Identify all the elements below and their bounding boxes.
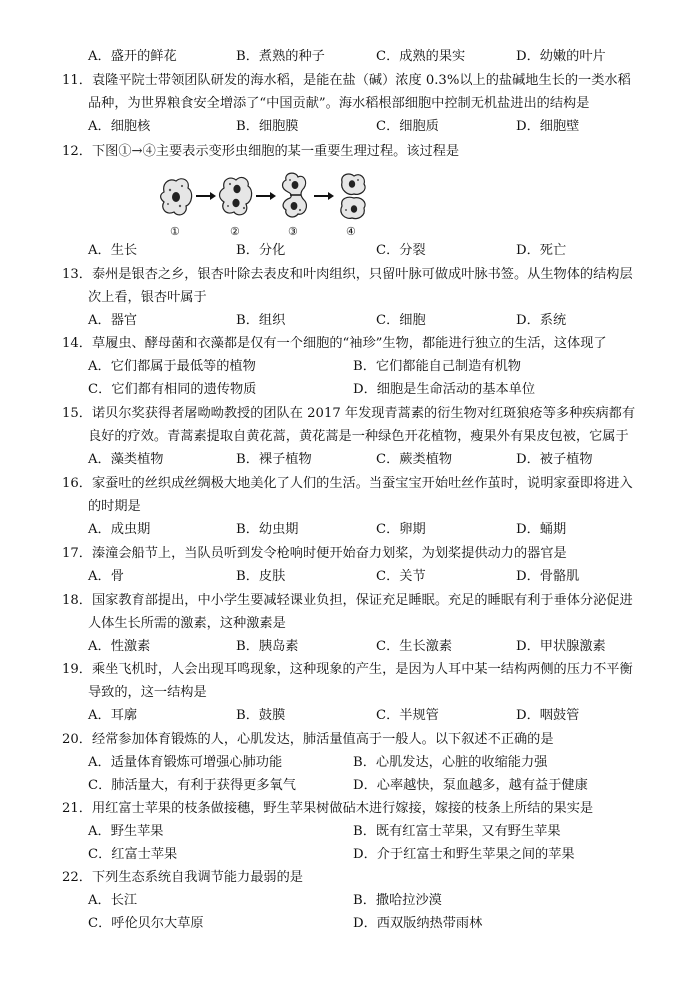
q13-options [88,312,688,330]
q16-option-c[interactable]: C．卵期 [376,522,426,537]
q14-option-c[interactable]: C．它们都有相同的遗传物质 [88,382,257,397]
q13-option-b[interactable]: B．组织 [236,313,286,328]
arrow-2 [256,192,276,200]
q12-option-b[interactable]: B．分化 [236,243,286,258]
q10-option-c[interactable]: C．成熟的果实 [376,49,466,64]
q12-option-c[interactable]: C．分裂 [376,243,426,258]
q19-stem-line1: 19．乘坐飞机时，人会出现耳鸣现象，这种现象的产生，是因为人耳中某一结构两侧的压力不平衡 [62,662,633,677]
q15-option-b[interactable]: B．裸子植物 [236,452,312,467]
q19-option-c[interactable]: C．半规管 [376,708,439,723]
q19-option-b[interactable]: B．鼓膜 [236,708,286,723]
q18-option-b[interactable]: B．胰岛素 [236,639,299,654]
q13-option-a[interactable]: A．器官 [88,313,138,328]
q11-option-b[interactable]: B．细胞膜 [236,119,299,134]
q13-option-d[interactable]: D．系统 [516,313,567,328]
q19-option-a[interactable]: A．耳廓 [88,708,138,723]
q10-option-a[interactable]: A．盛开的鲜花 [88,49,177,64]
q18-options [88,638,688,656]
q22-stem-line1: 22．下列生态系统自我调节能力最弱的是 [62,870,303,885]
q11-stem-line2: 品种，为世界粮食安全增添了“中国贡献”。海水稻根部细胞中控制无机盐进出的结构是 [88,96,590,111]
q16-stem-line1: 16．家蚕吐的丝织成丝绸极大地美化了人们的生活。当蚕宝宝开始吐丝作茧时，说明家蚕即将进入 [62,476,633,491]
q20-options-row1 [88,754,688,772]
q13-stem-line2: 次上看，银杏叶属于 [88,290,207,305]
q22-option-b[interactable]: B．撒哈拉沙漠 [353,893,442,908]
q14-options-row2 [88,381,688,399]
amoeba-stage-1 [161,179,192,215]
q20-options-row2 [88,777,688,795]
q16-option-a[interactable]: A．成虫期 [88,522,151,537]
q21-option-a[interactable]: A．野生苹果 [88,824,164,839]
q15-option-d[interactable]: D．被子植物 [516,452,593,467]
figure-label-2: ② [230,225,240,238]
q16-option-b[interactable]: B．幼虫期 [236,522,299,537]
q17-option-d[interactable]: D．骨骼肌 [516,569,580,584]
q16-option-d[interactable]: D．蛹期 [516,522,567,537]
q14-option-b[interactable]: B．它们都能自己制造有机物 [353,359,521,374]
q22-option-d[interactable]: D．西双版纳热带雨林 [353,916,483,931]
q12-option-a[interactable]: A．生长 [88,243,138,258]
q10-option-b[interactable]: B．煮熟的种子 [236,49,325,64]
q16-stem-line2: 的时期是 [88,499,141,514]
q18-option-d[interactable]: D．甲状腺激素 [516,639,606,654]
q18-stem-line1: 18．国家教育部提出，中小学生要减轻课业负担，保证充足睡眠。充足的睡眠有利于垂体分泌促进 [62,593,633,608]
q12-option-d[interactable]: D．死亡 [516,243,567,258]
q13-stem-line1: 13．泰州是银杏之乡，银杏叶除去表皮和叶肉组织，只留叶脉可做成叶脉书签。从生物体的结构层 [62,267,633,282]
q18-option-c[interactable]: C．生长激素 [376,639,453,654]
q15-stem-line1: 15．诺贝尔奖获得者屠呦呦教授的团队在 2017 年发现青蒿素的衍生物对红斑狼疮等多种疾病都有 [62,406,636,421]
q21-options-row1 [88,823,688,841]
q19-option-d[interactable]: D．咽鼓管 [516,708,580,723]
q19-stem-line2: 导致的，这一结构是 [88,685,207,700]
amoeba-stage-3 [283,173,307,217]
q11-options [88,118,688,136]
q16-options [88,521,688,539]
q15-options [88,451,688,469]
figure-label-1: ① [170,225,180,238]
q19-options [88,707,688,725]
q20-option-d[interactable]: D．心率越快，泵血越多，越有益于健康 [353,778,588,793]
q15-option-a[interactable]: A．藻类植物 [88,452,164,467]
q18-option-a[interactable]: A．性激素 [88,639,151,654]
q20-option-b[interactable]: B．心肌发达，心脏的收缩能力强 [353,755,548,770]
q17-options [88,568,688,586]
q20-option-a[interactable]: A．适量体育锻炼可增强心肺功能 [88,755,283,770]
q21-option-d[interactable]: D．介于红富士和野生苹果之间的苹果 [353,847,575,862]
q11-option-a[interactable]: A．细胞核 [88,119,151,134]
q14-stem-line1: 14．草履虫、酵母菌和衣藻都是仅有一个细胞的“袖珍”生物，都能进行独立的生活，这体现了 [62,336,607,351]
q17-stem-line1: 17．溱潼会船节上，当队员听到发令枪响时便开始奋力划桨，为划桨提供动力的器官是 [62,546,567,561]
q14-option-d[interactable]: D．细胞是生命活动的基本单位 [353,382,536,397]
arrow-1 [196,192,216,200]
q11-option-d[interactable]: D．细胞壁 [516,119,580,134]
q20-option-c[interactable]: C．肺活量大，有利于获得更多氧气 [88,778,296,793]
q12-options [88,242,688,260]
q21-stem-line1: 21．用红富士苹果的枝条做接穗，野生苹果树做砧木进行嫁接，嫁接的枝条上所结的果实是 [62,801,594,816]
q21-option-b[interactable]: B．既有红富士苹果，又有野生苹果 [353,824,561,839]
q11-stem-line1: 11．袁隆平院士带领团队研发的海水稻，是能在盐（碱）浓度 0.3%以上的盐碱地生长的一类水稻 [62,73,631,88]
q11-option-c[interactable]: C．细胞质 [376,119,439,134]
q22-option-a[interactable]: A．长江 [88,893,138,908]
figure-label-3: ③ [288,225,298,238]
q14-options-row1 [88,358,688,376]
amoeba-stage-2 [220,178,252,215]
q22-options-row1 [88,892,688,910]
arrow-3 [314,192,334,200]
amoeba-division-figure [160,172,380,242]
q12-stem-line1: 12．下图①→④主要表示变形虫细胞的某一重要生理过程。该过程是 [62,144,460,159]
q17-option-a[interactable]: A．骨 [88,569,124,584]
figure-label-4: ④ [346,225,356,238]
q18-stem-line2: 人体生长所需的激素，这种激素是 [88,616,286,631]
q13-option-c[interactable]: C．细胞 [376,313,426,328]
q22-option-c[interactable]: C．呼伦贝尔大草原 [88,916,204,931]
q17-option-c[interactable]: C．关节 [376,569,426,584]
q17-option-b[interactable]: B．皮肤 [236,569,286,584]
q15-stem-line2: 良好的疗效。青蒿素提取自黄花蒿，黄花蒿是一种绿色开花植物，瘦果外有果皮包被，它属于 [88,429,629,444]
q10-options [88,48,688,66]
amoeba-stage-4 [341,174,365,219]
q15-option-c[interactable]: C．蕨类植物 [376,452,453,467]
q10-option-d[interactable]: D．幼嫩的叶片 [516,49,606,64]
q22-options-row2 [88,915,688,933]
q21-option-c[interactable]: C．红富士苹果 [88,847,178,862]
q14-option-a[interactable]: A．它们都属于最低等的植物 [88,359,256,374]
q20-stem-line1: 20．经常参加体育锻炼的人，心肌发达，肺活量值高于一般人。以下叙述不正确的是 [62,732,554,747]
q21-options-row2 [88,846,688,864]
